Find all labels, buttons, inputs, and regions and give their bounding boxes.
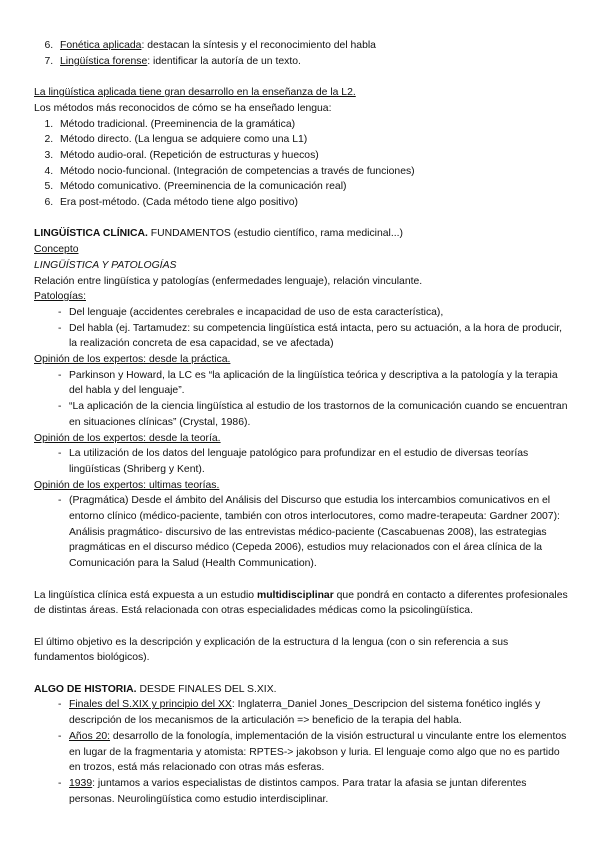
- paragraph-text: que pondrá en contacto a diferentes profesionales de distintas áreas. Está relacionada con otras especialidades médicas como la psicolingüística.: [34, 589, 568, 617]
- clinica-title-rest: FUNDAMENTOS (estudio científico, rama medicinal...): [147, 228, 403, 240]
- method-item: 4. Método nocio-funcional. (Integración de competencias a través de funciones): [56, 164, 570, 180]
- list-item: [34, 697, 570, 728]
- list-item: - La utilización de los datos del lenguaje patológico para profundizar en el estudio de diversas teorías lingüísticas (Shriberg y Kent).: [34, 446, 570, 477]
- l2-intro: Los métodos más reconocidos de cómo se ha enseñado lengua:: [34, 102, 332, 114]
- list-item: [34, 776, 570, 807]
- list-term: Lingüística forense: [60, 55, 148, 67]
- list-text: : Inglaterra_Daniel Jones_Descripcion del sistema fonético inglés y descripción de los mecanismos de la articulación => beneficio de la terapia del habla.: [69, 699, 541, 727]
- opinion-practica-list: [34, 368, 570, 431]
- multidisciplinar-paragraph: [34, 588, 570, 619]
- historia-title-rest: DESDE FINALES DEL S.XIX.: [136, 683, 277, 695]
- method-item: 2. Método directo. (La lengua se adquiere como una L1): [56, 132, 570, 148]
- opinion-practica-label: Opinión de los expertos: desde la práctica.: [34, 354, 231, 366]
- clinica-title-bold: LINGÜÍSTICA CLÍNICA.: [34, 228, 148, 240]
- opinion-ultimas-label: Opinión de los expertos: ultimas teorías.: [34, 479, 220, 491]
- patologias-list: [34, 305, 570, 352]
- list-item: - “La aplicación de la ciencia lingüística al estudio de los trastornos de la comunicación cuando se encuentran en situaciones clínicas” (Crystal, 1986).: [34, 399, 570, 430]
- opinion-teoria-label: Opinión de los expertos: desde la teoría.: [34, 432, 221, 444]
- clinica-title: [34, 226, 570, 242]
- list-text: : destacan la síntesis y el reconocimiento del habla: [141, 40, 376, 51]
- historia-list: [34, 697, 570, 807]
- paragraph-text: La lingüística clínica está expuesta a un estudio: [34, 589, 257, 601]
- list-text: : identificar la autoría de un texto.: [147, 55, 301, 67]
- method-item: 1. Método tradicional. (Preeminencia de la gramática): [56, 117, 570, 133]
- l2-heading: La lingüística aplicada tiene gran desarrollo en la enseñanza de la L2.: [34, 87, 356, 99]
- list-item: [56, 38, 570, 54]
- objetivo-paragraph: El último objetivo es la descripción y explicación de la estructura d la lengua (con o sin referencia a sus fundamentos biológicos).: [34, 636, 509, 664]
- list-item: - Del lenguaje (accidentes cerebrales e incapacidad de uso de esta característica),: [34, 305, 570, 321]
- clinica-subtitle: LINGÜÍSTICA Y PATOLOGÍAS: [34, 259, 177, 271]
- list-item: - Parkinson y Howard, la LC es “la aplicación de la lingüística teórica y descriptiva a la patología y la terapia del habla y del lenguaje”.: [34, 368, 570, 399]
- methods-list: [34, 117, 570, 211]
- opinion-teoria-list: [34, 446, 570, 477]
- method-item: 5. Método comunicativo. (Preeminencia de la comunicación real): [56, 179, 570, 195]
- list-item: - (Pragmática) Desde el ámbito del Análisis del Discurso que estudia los intercambios comunicativos en el entorno clínico (médico-paciente, también con otros interlocutores, como madre-terapeuta: Gardner 2007): Análisis pragmático- discursivo de las entrevistas médico-paciente (Cascabuenas 2008), las estrategias pragmáticas en el discurso médico (Cepeda 2006), estudios muy relacionados con el área clínica de la Comunicación para la Salud (Health Communication).: [34, 493, 570, 572]
- relacion-text: Relación entre lingüística y patologías (enfermedades lenguaje), relación vinculante.: [34, 275, 423, 287]
- historia-title: [34, 682, 570, 698]
- list-term: Finales del S.XIX y principio del XX: [69, 699, 232, 711]
- list-item: - Del habla (ej. Tartamudez: su competencia lingüística está intacta, pero su actuación, a la hora de producir, la realización concreta de esa capacidad, se ve afectada): [34, 321, 570, 352]
- list-term: Fonética aplicada: [60, 40, 142, 51]
- patologias-label: Patologías:: [34, 291, 86, 303]
- multidisciplinar-bold: multidisciplinar: [256, 589, 334, 601]
- list-term: Años 20:: [69, 730, 111, 742]
- list-text: desarrollo de la fonología, implementación de la visión estructural u vinculante entre los elementos en lugar de la fragmentaria y atomista: RPTES-> jakobson y luria. El lenguaje como algo que no es partido en trozos, está más relacionado con otras más esferas.: [69, 730, 567, 774]
- method-item: 3. Método audio-oral. (Repetición de estructuras y huecos): [56, 148, 570, 164]
- concepto-label: Concepto: [34, 244, 79, 256]
- list-term: 1939: [69, 777, 93, 789]
- list-item: [34, 729, 570, 776]
- opinion-ultimas-list: [34, 493, 570, 572]
- list-text: : juntamos a varios especialistas de distintos campos. Para tratar la afasia se juntan diferentes personas. Neurolingüística como estudio interdisciplinar.: [69, 777, 527, 805]
- applied-linguistics-list: [34, 38, 570, 69]
- list-item: [56, 54, 570, 70]
- historia-title-bold: ALGO DE HISTORIA.: [34, 683, 137, 695]
- method-item: 6. Era post-método. (Cada método tiene algo positivo): [56, 195, 570, 211]
